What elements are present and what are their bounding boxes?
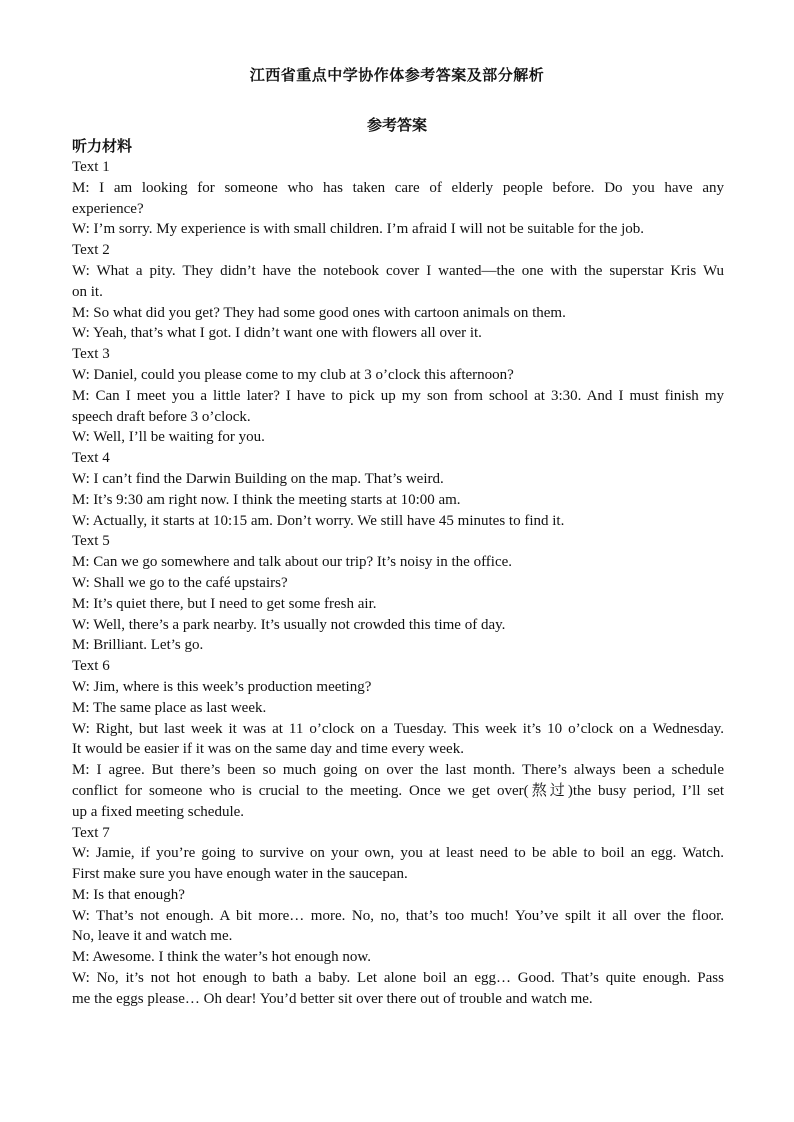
dialogue-line: M: The same place as last week. xyxy=(72,699,267,716)
text-label: Text 4 xyxy=(72,450,110,467)
answer-heading: 参考答案 xyxy=(366,116,427,134)
dialogue-line: W: What a pity. They didn’t have the notebook cover I wanted—the one with the superstar Kris Wu on it. xyxy=(72,262,724,300)
dialogue-line: M: Is that enough? xyxy=(72,886,185,903)
text-label: Text 7 xyxy=(72,824,110,841)
text-block-3 xyxy=(72,344,724,448)
text-label: Text 6 xyxy=(72,658,110,675)
dialogue-line: M: I am looking for someone who has taken care of elderly people before. Do you have any experience? xyxy=(72,179,724,217)
listening-texts xyxy=(72,157,724,1010)
dialogue-line: W: No, it’s not hot enough to bath a baby. Let alone boil an egg… Good. That’s quite enough. Pass me the eggs please… Oh dear! You’d better sit over there out of trouble and watch me. xyxy=(72,970,724,1007)
text-block-7 xyxy=(72,823,724,1010)
dialogue-line: M: Can I meet you a little later? I have to pick up my son from school at 3:30. And I must finish my speech draft before 3 o’clock. xyxy=(72,387,724,425)
dialogue-line: M: Awesome. I think the water’s hot enough now. xyxy=(72,949,371,966)
dialogue-line: W: Jamie, if you’re going to survive on your own, you at least need to be able to boil an egg. Watch. First make sure you have enough water in the saucepan. xyxy=(72,845,724,883)
text-block-4 xyxy=(72,448,724,531)
dialogue-line: M: It’s quiet there, but I need to get some fresh air. xyxy=(72,595,377,612)
dialogue-line: M: It’s 9:30 am right now. I think the meeting starts at 10:00 am. xyxy=(72,491,461,508)
dialogue-line: M: So what did you get? They had some good ones with cartoon animals on them. xyxy=(72,304,566,321)
dialogue-line: W: I’m sorry. My experience is with small children. I’m afraid I will not be suitable for the job. xyxy=(72,221,645,238)
dialogue-line: W: Shall we go to the café upstairs? xyxy=(72,574,288,591)
text-label: Text 2 xyxy=(72,242,110,259)
text-label: Text 3 xyxy=(72,346,110,363)
dialogue-line: M: Brilliant. Let’s go. xyxy=(72,637,204,654)
dialogue-line: W: I can’t find the Darwin Building on the map. That’s weird. xyxy=(72,470,444,487)
dialogue-line: W: Right, but last week it was at 11 o’clock on a Tuesday. This week it’s 10 o’clock on a Wednesday. It would be easier if it was on the same day and time every week. xyxy=(72,720,724,758)
text-block-5 xyxy=(72,531,724,656)
text-block-1 xyxy=(72,157,724,240)
dialogue-line: W: Yeah, that’s what I got. I didn’t want one with flowers all over it. xyxy=(72,325,482,342)
listening-material xyxy=(72,135,724,1010)
dialogue-line: W: Actually, it starts at 10:15 am. Don’t worry. We still have 45 minutes to find it. xyxy=(72,512,565,529)
text-label: Text 5 xyxy=(72,533,110,550)
dialogue-line: M: I agree. But there’s been so much going on over the last month. There’s always been a schedule conflict for someone who is crucial to the meeting. Once we get over(熬过)the busy period, I’ll set up a fixed meeting schedule. xyxy=(72,762,724,820)
text-block-6 xyxy=(72,656,724,822)
section-heading: 听力材料 xyxy=(72,137,133,155)
dialogue-line: W: Well, there’s a park nearby. It’s usually not crowded this time of day. xyxy=(72,616,506,633)
dialogue-line: W: Well, I’ll be waiting for you. xyxy=(72,429,265,446)
text-label: Text 1 xyxy=(72,159,110,175)
dialogue-line: W: Daniel, could you please come to my club at 3 o’clock this afternoon? xyxy=(72,366,514,383)
dialogue-line: W: That’s not enough. A bit more… more. No, no, that’s too much! You’ve spilt it all over the floor. No, leave it and watch me. xyxy=(72,907,724,945)
document-title: 江西省重点中学协作体参考答案及部分解析 xyxy=(249,66,545,84)
text-block-2 xyxy=(72,240,724,344)
dialogue-line: M: Can we go somewhere and talk about our trip? It’s noisy in the office. xyxy=(72,554,513,571)
dialogue-line: W: Jim, where is this week’s production meeting? xyxy=(72,678,372,695)
